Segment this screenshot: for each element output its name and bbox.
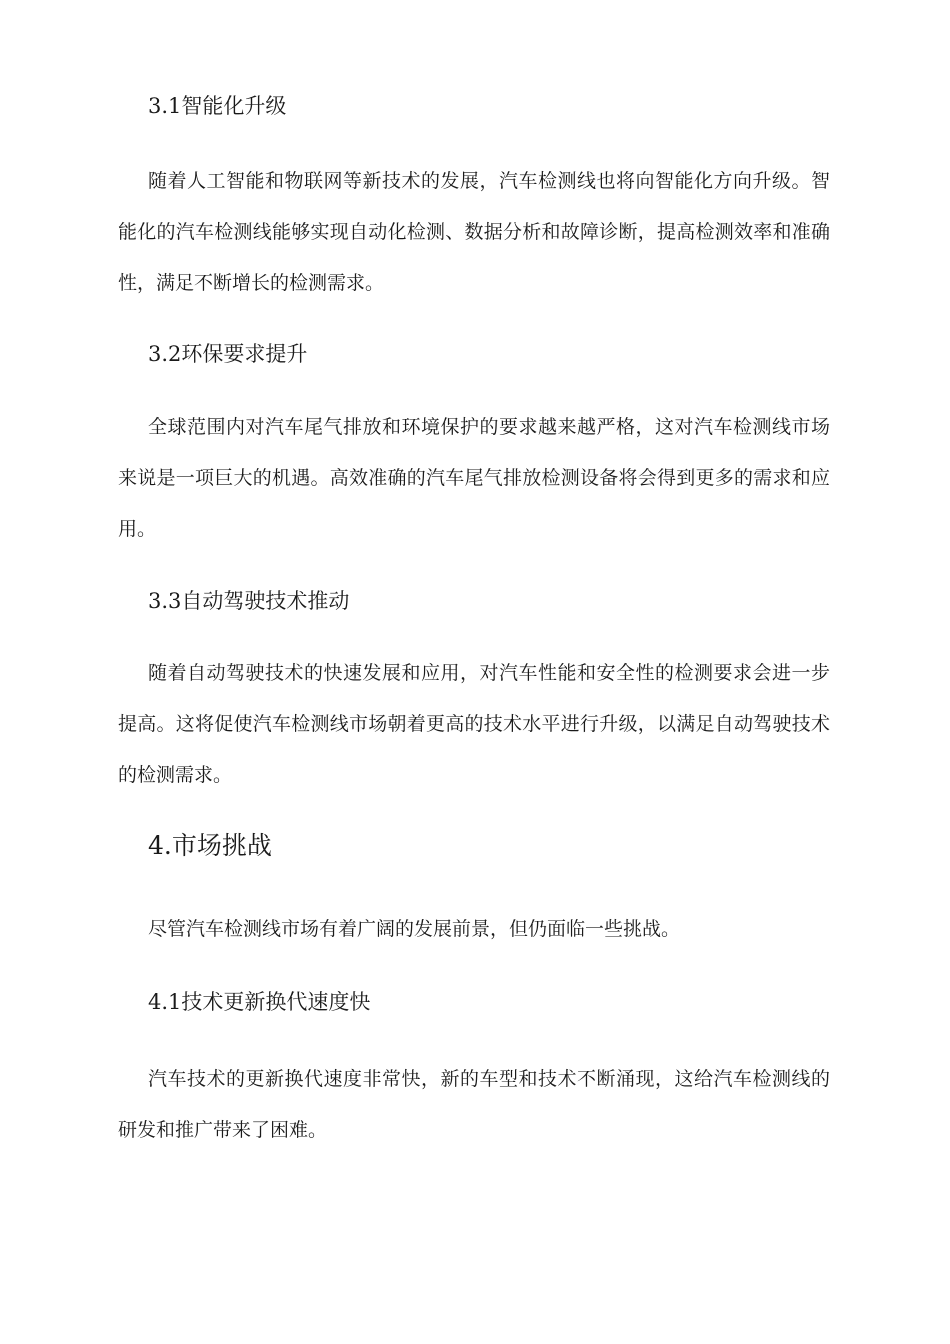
section-heading: 4.市场挑战 bbox=[148, 831, 272, 860]
section-3-2-body bbox=[118, 402, 830, 555]
section-4-1-body bbox=[118, 1054, 830, 1156]
section-paragraph: 汽车技术的更新换代速度非常快，新的车型和技术不断涌现，这给汽车检测线的研发和推广带来了困难。 bbox=[118, 1068, 830, 1141]
section-heading: 3.1智能化升级 bbox=[148, 94, 287, 118]
section-3-1 bbox=[118, 92, 830, 120]
section-4-body bbox=[118, 904, 830, 955]
section-paragraph: 尽管汽车检测线市场有着广阔的发展前景，但仍面临一些挑战。 bbox=[148, 918, 681, 940]
section-heading: 3.2环保要求提升 bbox=[148, 342, 308, 366]
section-4-1 bbox=[118, 988, 830, 1016]
section-paragraph: 全球范围内对汽车尾气排放和环境保护的要求越来越严格，这对汽车检测线市场来说是一项巨大的机遇。高效准确的汽车尾气排放检测设备将会得到更多的需求和应用。 bbox=[118, 416, 830, 540]
section-paragraph: 随着人工智能和物联网等新技术的发展，汽车检测线也将向智能化方向升级。智能化的汽车检测线能够实现自动化检测、数据分析和故障诊断，提高检测效率和准确性，满足不断增长的检测需求。 bbox=[118, 170, 830, 294]
section-heading: 3.3自动驾驶技术推动 bbox=[148, 589, 350, 613]
section-4 bbox=[118, 830, 830, 862]
section-3-2 bbox=[118, 340, 830, 368]
section-3-3-body bbox=[118, 648, 830, 801]
section-3-3 bbox=[118, 587, 830, 615]
section-3-1-body bbox=[118, 156, 830, 309]
section-paragraph: 随着自动驾驶技术的快速发展和应用，对汽车性能和安全性的检测要求会进一步提高。这将促使汽车检测线市场朝着更高的技术水平进行升级，以满足自动驾驶技术的检测需求。 bbox=[118, 662, 830, 786]
section-heading: 4.1技术更新换代速度快 bbox=[148, 990, 371, 1014]
